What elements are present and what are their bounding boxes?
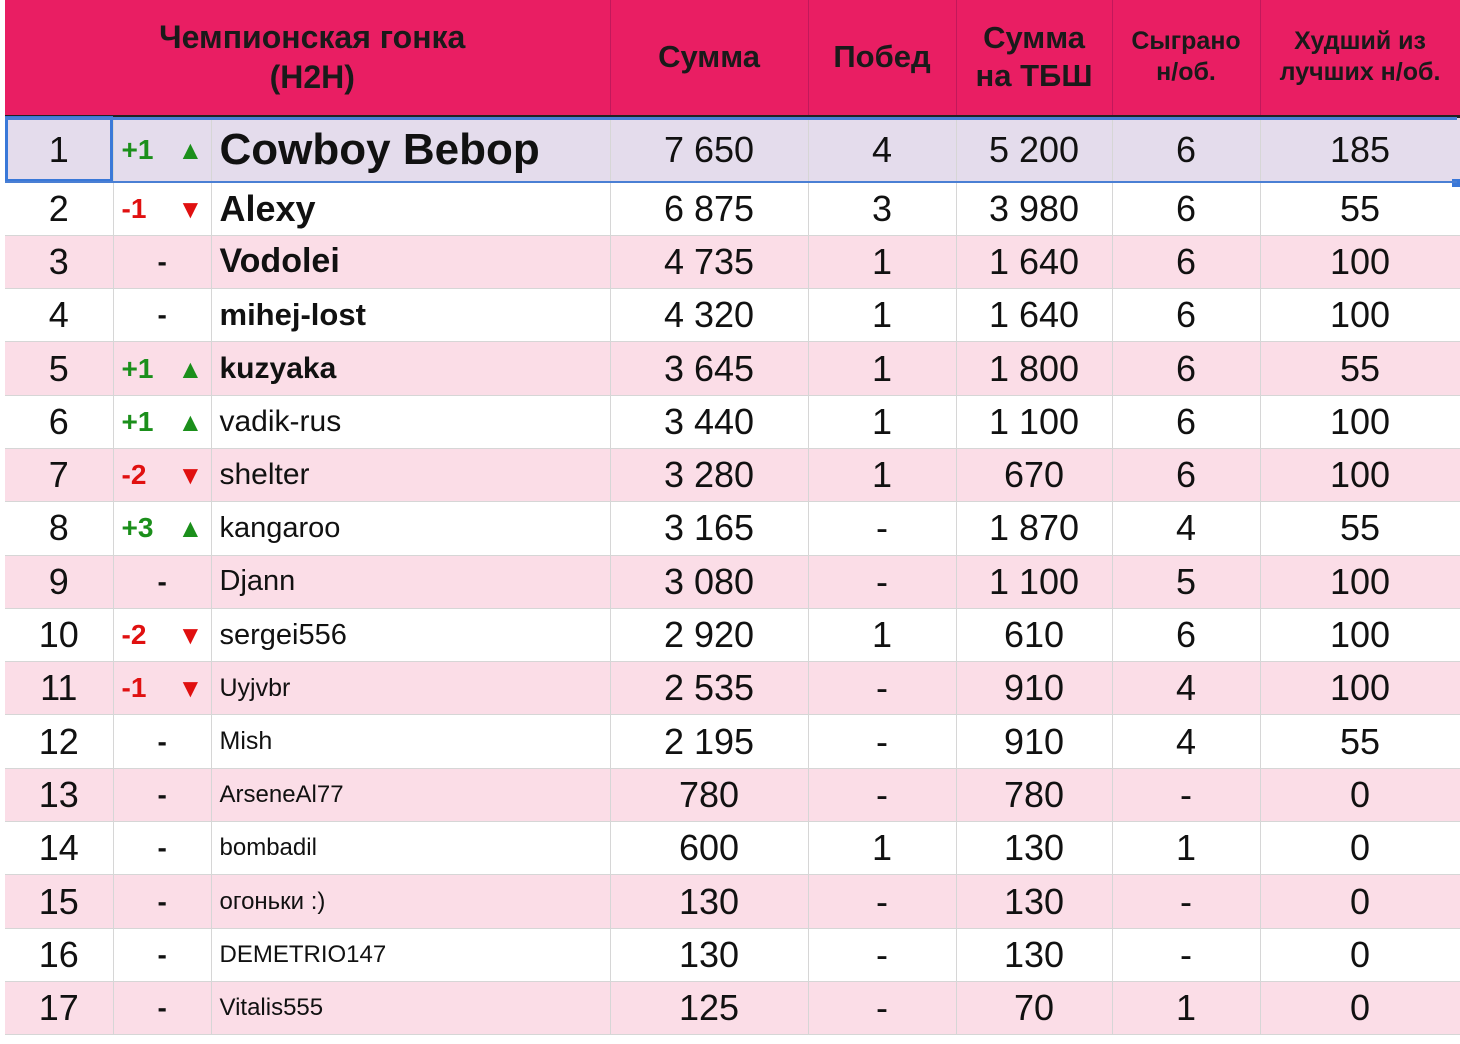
header-row xyxy=(5,0,1460,116)
played-cell[interactable]: 6 xyxy=(1112,116,1260,182)
worst-of-best-cell[interactable]: 0 xyxy=(1260,981,1460,1034)
sum-header-label: Сумма xyxy=(658,39,760,75)
table-row[interactable] xyxy=(5,116,1460,182)
arrow-down-icon: ▼ xyxy=(177,620,204,651)
worst-header-line-2: лучших н/об. xyxy=(1279,58,1441,87)
worst-column-header[interactable] xyxy=(1260,0,1460,116)
player-name-cell[interactable]: Mish xyxy=(211,715,610,768)
wins-cell[interactable]: - xyxy=(808,875,956,928)
sum-cell[interactable]: 7 650 xyxy=(610,116,808,182)
sum-cell[interactable]: 780 xyxy=(610,768,808,821)
title-line-2: (H2H) xyxy=(269,59,355,96)
rank-cell[interactable]: 6 xyxy=(5,395,113,448)
table-row[interactable] xyxy=(5,235,1460,288)
played-column-header[interactable] xyxy=(1112,0,1260,116)
change-value: -1 xyxy=(121,672,147,704)
player-name-cell[interactable]: shelter xyxy=(211,448,610,501)
change-value: - xyxy=(157,725,167,757)
tbsh-header-line-2: на ТБШ xyxy=(975,58,1093,94)
change-cell[interactable] xyxy=(113,289,211,342)
worst-of-best-cell[interactable]: 0 xyxy=(1260,875,1460,928)
worst-of-best-cell[interactable]: 55 xyxy=(1260,715,1460,768)
change-value: +1 xyxy=(121,405,154,437)
rank-cell[interactable]: 3 xyxy=(5,235,113,288)
change-value: - xyxy=(157,992,167,1024)
wins-header-label: Побед xyxy=(833,39,931,75)
table-row[interactable] xyxy=(5,555,1460,608)
tbsh-sum-cell[interactable]: 130 xyxy=(956,822,1112,875)
worst-of-best-cell[interactable]: 100 xyxy=(1260,448,1460,501)
change-cell[interactable] xyxy=(113,395,211,448)
wins-cell[interactable]: 1 xyxy=(808,235,956,288)
tbsh-sum-cell[interactable]: 130 xyxy=(956,875,1112,928)
table-row[interactable] xyxy=(5,662,1460,715)
change-cell[interactable] xyxy=(113,342,211,395)
tbsh-sum-cell[interactable]: 70 xyxy=(956,981,1112,1034)
wins-cell[interactable]: 1 xyxy=(808,448,956,501)
table-row[interactable] xyxy=(5,289,1460,342)
rank-cell[interactable]: 4 xyxy=(5,289,113,342)
table-row[interactable] xyxy=(5,448,1460,501)
tbsh-sum-cell[interactable]: 1 870 xyxy=(956,502,1112,555)
change-cell[interactable] xyxy=(113,715,211,768)
table-title-header[interactable] xyxy=(5,0,610,116)
worst-of-best-cell[interactable]: 100 xyxy=(1260,608,1460,661)
played-header-line-1: Сыграно xyxy=(1131,27,1241,56)
tbsh-sum-cell[interactable]: 670 xyxy=(956,448,1112,501)
table-row[interactable] xyxy=(5,608,1460,661)
table-row[interactable] xyxy=(5,928,1460,981)
sum-cell[interactable]: 2 535 xyxy=(610,662,808,715)
wins-cell[interactable]: 1 xyxy=(808,395,956,448)
change-value: - xyxy=(157,565,167,597)
worst-of-best-cell[interactable]: 55 xyxy=(1260,342,1460,395)
arrow-up-icon: ▲ xyxy=(177,353,204,384)
sum-cell[interactable]: 3 440 xyxy=(610,395,808,448)
sum-cell[interactable]: 125 xyxy=(610,981,808,1034)
wins-cell[interactable]: - xyxy=(808,928,956,981)
change-cell[interactable] xyxy=(113,662,211,715)
change-value: - xyxy=(157,778,167,810)
played-cell[interactable]: 4 xyxy=(1112,502,1260,555)
played-cell[interactable]: 6 xyxy=(1112,235,1260,288)
selection-fill-handle[interactable] xyxy=(1452,179,1460,187)
sum-cell[interactable]: 3 080 xyxy=(610,555,808,608)
wins-cell[interactable]: - xyxy=(808,502,956,555)
arrow-down-icon: ▼ xyxy=(177,673,204,704)
tbsh-sum-cell[interactable]: 130 xyxy=(956,928,1112,981)
rank-cell[interactable]: 8 xyxy=(5,502,113,555)
player-name-cell[interactable]: огоньки :) xyxy=(211,875,610,928)
change-value: +1 xyxy=(121,352,154,384)
tbsh-sum-cell[interactable]: 610 xyxy=(956,608,1112,661)
worst-of-best-cell[interactable]: 100 xyxy=(1260,289,1460,342)
worst-of-best-cell[interactable]: 0 xyxy=(1260,928,1460,981)
played-cell[interactable]: 6 xyxy=(1112,608,1260,661)
worst-of-best-cell[interactable]: 55 xyxy=(1260,182,1460,235)
played-cell[interactable]: 4 xyxy=(1112,662,1260,715)
played-cell[interactable]: - xyxy=(1112,928,1260,981)
change-value: +1 xyxy=(121,133,154,165)
sum-cell[interactable]: 130 xyxy=(610,875,808,928)
player-name-cell[interactable]: mihej-lost xyxy=(211,289,610,342)
change-cell[interactable] xyxy=(113,981,211,1034)
change-cell[interactable] xyxy=(113,555,211,608)
arrow-down-icon: ▼ xyxy=(177,193,204,224)
played-cell[interactable]: 1 xyxy=(1112,822,1260,875)
sum-cell[interactable]: 4 320 xyxy=(610,289,808,342)
table-row[interactable] xyxy=(5,182,1460,235)
tbsh-sum-cell[interactable]: 1 100 xyxy=(956,555,1112,608)
table-body xyxy=(5,116,1460,1035)
worst-of-best-cell[interactable]: 100 xyxy=(1260,662,1460,715)
worst-of-best-cell[interactable]: 100 xyxy=(1260,555,1460,608)
played-cell[interactable]: 6 xyxy=(1112,182,1260,235)
spreadsheet xyxy=(5,0,1460,1044)
wins-cell[interactable]: 1 xyxy=(808,608,956,661)
table-row[interactable] xyxy=(5,502,1460,555)
player-name-cell[interactable]: Djann xyxy=(211,555,610,608)
player-name-cell[interactable]: kangaroo xyxy=(211,502,610,555)
tbsh-sum-cell[interactable]: 1 800 xyxy=(956,342,1112,395)
change-value: -1 xyxy=(121,192,147,224)
rank-cell[interactable]: 5 xyxy=(5,342,113,395)
sum-cell[interactable]: 3 165 xyxy=(610,502,808,555)
wins-cell[interactable]: 1 xyxy=(808,289,956,342)
player-name-cell[interactable]: Cowboy Bebop xyxy=(211,116,610,182)
rank-cell[interactable]: 15 xyxy=(5,875,113,928)
wins-cell[interactable]: - xyxy=(808,662,956,715)
standings-table xyxy=(5,0,1460,1035)
wins-cell[interactable]: 1 xyxy=(808,822,956,875)
worst-of-best-cell[interactable]: 0 xyxy=(1260,822,1460,875)
sum-column-header[interactable] xyxy=(610,0,808,116)
arrow-up-icon: ▲ xyxy=(177,134,204,165)
player-name-cell[interactable]: DEMETRIO147 xyxy=(211,928,610,981)
table-row[interactable] xyxy=(5,342,1460,395)
worst-of-best-cell[interactable]: 100 xyxy=(1260,395,1460,448)
tbsh-header-line-1: Сумма xyxy=(983,20,1085,56)
arrow-up-icon: ▲ xyxy=(177,513,204,544)
tbsh-sum-cell[interactable]: 3 980 xyxy=(956,182,1112,235)
change-cell[interactable] xyxy=(113,928,211,981)
table-row[interactable] xyxy=(5,875,1460,928)
sum-cell[interactable]: 3 280 xyxy=(610,448,808,501)
change-value: - xyxy=(157,885,167,917)
rank-cell[interactable]: 2 xyxy=(5,182,113,235)
wins-cell[interactable]: - xyxy=(808,981,956,1034)
change-value: -2 xyxy=(121,619,147,651)
worst-of-best-cell[interactable]: 55 xyxy=(1260,502,1460,555)
played-cell[interactable]: 4 xyxy=(1112,715,1260,768)
table-row[interactable] xyxy=(5,715,1460,768)
change-value: - xyxy=(157,299,167,331)
wins-cell[interactable]: 3 xyxy=(808,182,956,235)
player-name-cell[interactable]: ArseneAl77 xyxy=(211,768,610,821)
tbsh-sum-cell[interactable]: 5 200 xyxy=(956,116,1112,182)
tbsh-column-header[interactable] xyxy=(956,0,1112,116)
rank-cell[interactable]: 16 xyxy=(5,928,113,981)
sum-cell[interactable]: 2 920 xyxy=(610,608,808,661)
player-name-cell[interactable]: Uyjvbr xyxy=(211,662,610,715)
tbsh-sum-cell[interactable]: 1 640 xyxy=(956,235,1112,288)
change-value: +3 xyxy=(121,512,154,544)
arrow-up-icon: ▲ xyxy=(177,406,204,437)
rank-cell[interactable]: 14 xyxy=(5,822,113,875)
change-cell[interactable] xyxy=(113,235,211,288)
tbsh-sum-cell[interactable]: 910 xyxy=(956,715,1112,768)
worst-of-best-cell[interactable]: 185 xyxy=(1260,116,1460,182)
rank-cell[interactable]: 11 xyxy=(5,662,113,715)
change-value: - xyxy=(157,938,167,970)
sum-cell[interactable]: 130 xyxy=(610,928,808,981)
player-name-cell[interactable]: Alexy xyxy=(211,182,610,235)
rank-cell[interactable]: 7 xyxy=(5,448,113,501)
tbsh-sum-cell[interactable]: 1 100 xyxy=(956,395,1112,448)
player-name-cell[interactable]: kuzyaka xyxy=(211,342,610,395)
table-row[interactable] xyxy=(5,822,1460,875)
change-value: - xyxy=(157,245,167,277)
change-value: -2 xyxy=(121,459,147,491)
played-cell[interactable]: 5 xyxy=(1112,555,1260,608)
worst-of-best-cell[interactable]: 100 xyxy=(1260,235,1460,288)
worst-header-line-1: Худший из xyxy=(1294,27,1426,56)
change-cell[interactable] xyxy=(113,182,211,235)
played-cell[interactable]: 6 xyxy=(1112,289,1260,342)
player-name-cell[interactable]: Vitalis555 xyxy=(211,981,610,1034)
sum-cell[interactable]: 600 xyxy=(610,822,808,875)
played-cell[interactable]: - xyxy=(1112,875,1260,928)
table-row[interactable] xyxy=(5,981,1460,1034)
change-cell[interactable] xyxy=(113,608,211,661)
played-header-line-2: н/об. xyxy=(1156,58,1216,87)
sum-cell[interactable]: 4 735 xyxy=(610,235,808,288)
rank-cell[interactable]: 17 xyxy=(5,981,113,1034)
change-cell[interactable] xyxy=(113,116,211,182)
played-cell[interactable]: 1 xyxy=(1112,981,1260,1034)
worst-of-best-cell[interactable]: 0 xyxy=(1260,768,1460,821)
change-cell[interactable] xyxy=(113,768,211,821)
rank-cell[interactable]: 1 xyxy=(5,116,113,182)
wins-cell[interactable]: - xyxy=(808,555,956,608)
player-name-cell[interactable]: bombadil xyxy=(211,822,610,875)
change-value: - xyxy=(157,832,167,864)
played-cell[interactable]: 6 xyxy=(1112,342,1260,395)
wins-cell[interactable]: - xyxy=(808,715,956,768)
table-row[interactable] xyxy=(5,395,1460,448)
table-row[interactable] xyxy=(5,768,1460,821)
change-cell[interactable] xyxy=(113,822,211,875)
rank-cell[interactable]: 10 xyxy=(5,608,113,661)
wins-cell[interactable]: - xyxy=(808,768,956,821)
player-name-cell[interactable]: vadik-rus xyxy=(211,395,610,448)
wins-column-header[interactable] xyxy=(808,0,956,116)
wins-cell[interactable]: 4 xyxy=(808,116,956,182)
player-name-cell[interactable]: sergei556 xyxy=(211,608,610,661)
player-name-cell[interactable]: Vodolei xyxy=(211,235,610,288)
played-cell[interactable]: - xyxy=(1112,768,1260,821)
wins-cell[interactable]: 1 xyxy=(808,342,956,395)
change-cell[interactable] xyxy=(113,502,211,555)
sum-cell[interactable]: 3 645 xyxy=(610,342,808,395)
tbsh-sum-cell[interactable]: 1 640 xyxy=(956,289,1112,342)
sum-cell[interactable]: 2 195 xyxy=(610,715,808,768)
rank-cell[interactable]: 9 xyxy=(5,555,113,608)
sum-cell[interactable]: 6 875 xyxy=(610,182,808,235)
tbsh-sum-cell[interactable]: 910 xyxy=(956,662,1112,715)
change-cell[interactable] xyxy=(113,875,211,928)
rank-cell[interactable]: 13 xyxy=(5,768,113,821)
change-cell[interactable] xyxy=(113,448,211,501)
title-line-1: Чемпионская гонка xyxy=(159,19,466,56)
tbsh-sum-cell[interactable]: 780 xyxy=(956,768,1112,821)
rank-cell[interactable]: 12 xyxy=(5,715,113,768)
played-cell[interactable]: 6 xyxy=(1112,395,1260,448)
played-cell[interactable]: 6 xyxy=(1112,448,1260,501)
arrow-down-icon: ▼ xyxy=(177,460,204,491)
